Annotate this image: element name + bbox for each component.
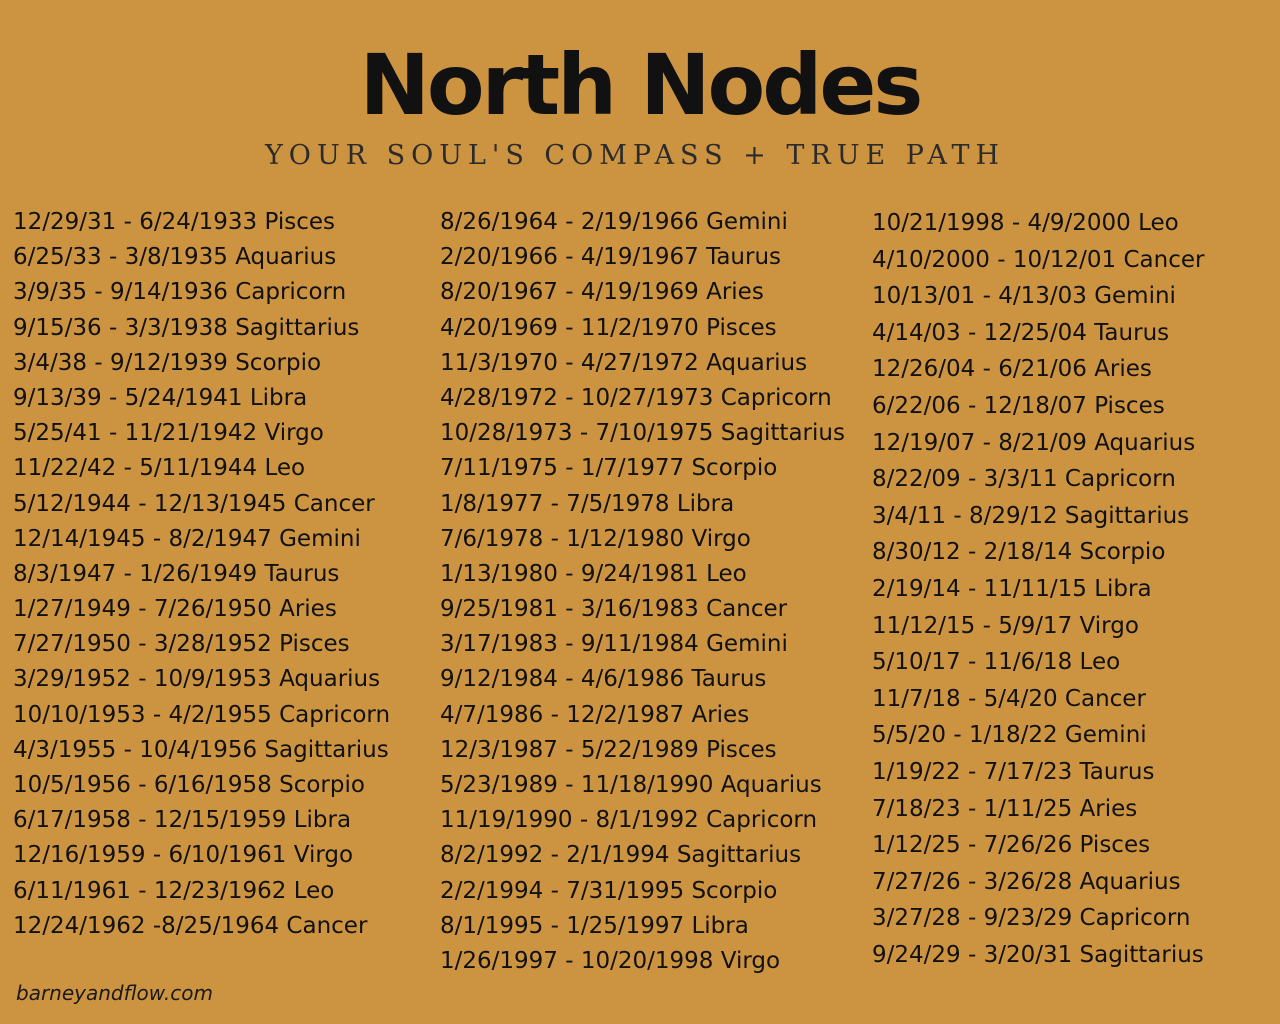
node-period-row: 3/27/28 - 9/23/29 Capricorn [872,905,1191,932]
node-period-row: 7/27/1950 - 3/28/1952 Pisces [13,631,350,658]
node-period-row: 4/14/03 - 12/25/04 Taurus [872,319,1170,346]
date-range-column-1 [13,205,390,944]
node-period-row: 12/29/31 - 6/24/1933 Pisces [13,209,335,235]
node-period-row: 4/7/1986 - 12/2/1987 Aries [440,701,750,728]
node-period-row: 9/13/39 - 5/24/1941 Libra [13,384,308,411]
node-period-row: 5/25/41 - 11/21/1942 Virgo [13,420,324,447]
node-period-row: 11/19/1990 - 8/1/1992 Capricorn [440,807,818,834]
node-period-row: 9/25/1981 - 3/16/1983 Cancer [440,596,788,623]
date-range-column-2 [440,205,845,979]
node-period-row: 1/13/1980 - 9/24/1981 Leo [440,560,747,587]
node-period-row: 4/20/1969 - 11/2/1970 Pisces [440,314,777,341]
node-period-row: 11/22/42 - 5/11/1944 Leo [13,455,306,482]
node-period-row: 2/19/14 - 11/11/15 Libra [872,575,1152,602]
node-period-row: 11/3/1970 - 4/27/1972 Aquarius [440,349,808,376]
page-title: North Nodes [359,36,921,134]
node-period-row: 1/8/1977 - 7/5/1978 Libra [440,490,735,517]
node-period-row: 8/1/1995 - 1/25/1997 Libra [440,912,749,939]
node-period-row: 7/11/1975 - 1/7/1977 Scorpio [440,455,778,482]
node-period-row: 8/22/09 - 3/3/11 Capricorn [872,466,1176,493]
date-range-column-3 [872,205,1204,973]
node-period-row: 11/7/18 - 5/4/20 Cancer [872,685,1146,712]
node-period-row: 4/28/1972 - 10/27/1973 Capricorn [440,384,832,411]
node-period-row: 12/16/1959 - 6/10/1961 Virgo [13,842,354,869]
node-period-row: 8/26/1964 - 2/19/1966 Gemini [440,209,788,235]
node-period-row: 5/23/1989 - 11/18/1990 Aquarius [440,772,822,798]
node-period-row: 1/12/25 - 7/26/26 Pisces [872,832,1151,859]
node-period-row: 7/6/1978 - 1/12/1980 Virgo [440,525,751,552]
node-period-row: 3/4/38 - 9/12/1939 Scorpio [13,349,322,376]
node-period-row: 12/24/1962 -8/25/1964 Cancer [13,912,368,939]
node-period-row: 9/24/29 - 3/20/31 Sagittarius [872,941,1204,968]
node-period-row: 9/15/36 - 3/3/1938 Sagittarius [13,314,360,341]
node-period-row: 11/12/15 - 5/9/17 Virgo [872,612,1139,639]
node-period-row: 3/9/35 - 9/14/1936 Capricorn [13,279,347,306]
node-period-row: 8/3/1947 - 1/26/1949 Taurus [13,560,340,587]
node-period-row: 12/14/1945 - 8/2/1947 Gemini [13,525,361,552]
node-period-row: 6/25/33 - 3/8/1935 Aquarius [13,244,337,271]
node-period-row: 1/27/1949 - 7/26/1950 Aries [13,596,337,623]
node-period-row: 3/4/11 - 8/29/12 Sagittarius [872,502,1190,529]
node-period-row: 3/17/1983 - 9/11/1984 Gemini [440,631,788,658]
node-period-row: 8/20/1967 - 4/19/1969 Aries [440,279,764,306]
node-period-row: 4/3/1955 - 10/4/1956 Sagittarius [13,736,389,763]
node-period-row: 2/2/1994 - 7/31/1995 Scorpio [440,877,778,904]
node-period-row: 10/21/1998 - 4/9/2000 Leo [872,210,1179,236]
node-period-row: 12/3/1987 - 5/22/1989 Pisces [440,736,777,763]
node-period-row: 1/19/22 - 7/17/23 Taurus [872,758,1155,785]
node-period-row: 5/5/20 - 1/18/22 Gemini [872,722,1147,749]
node-period-row: 3/29/1952 - 10/9/1953 Aquarius [13,666,381,693]
node-period-row: 7/27/26 - 3/26/28 Aquarius [872,868,1181,895]
node-period-row: 8/30/12 - 2/18/14 Scorpio [872,539,1166,566]
node-period-row: 2/20/1966 - 4/19/1967 Taurus [440,244,782,271]
node-period-row: 9/12/1984 - 4/6/1986 Taurus [440,666,767,693]
node-period-row: 6/11/1961 - 12/23/1962 Leo [13,877,335,904]
node-period-row: 5/12/1944 - 12/13/1945 Cancer [13,490,375,517]
node-period-row: 4/10/2000 - 10/12/01 Cancer [872,246,1205,273]
node-period-row: 5/10/17 - 11/6/18 Leo [872,649,1121,676]
footer-website: barneyandflow.com [16,981,213,1005]
node-period-row: 6/17/1958 - 12/15/1959 Libra [13,807,352,834]
node-period-row: 12/19/07 - 8/21/09 Aquarius [872,429,1196,456]
node-period-row: 12/26/04 - 6/21/06 Aries [872,356,1152,383]
node-period-row: 8/2/1992 - 2/1/1994 Sagittarius [440,842,802,869]
node-period-row: 7/18/23 - 1/11/25 Aries [872,795,1138,822]
page-subtitle: YOUR SOUL'S COMPASS + TRUE PATH [264,140,1006,171]
node-period-row: 10/5/1956 - 6/16/1958 Scorpio [13,772,365,798]
node-period-row: 10/10/1953 - 4/2/1955 Capricorn [13,701,391,728]
node-period-row: 10/13/01 - 4/13/03 Gemini [872,283,1176,310]
node-period-row: 10/28/1973 - 7/10/1975 Sagittarius [440,420,845,447]
node-period-row: 6/22/06 - 12/18/07 Pisces [872,392,1165,419]
node-period-row: 1/26/1997 - 10/20/1998 Virgo [440,947,781,974]
